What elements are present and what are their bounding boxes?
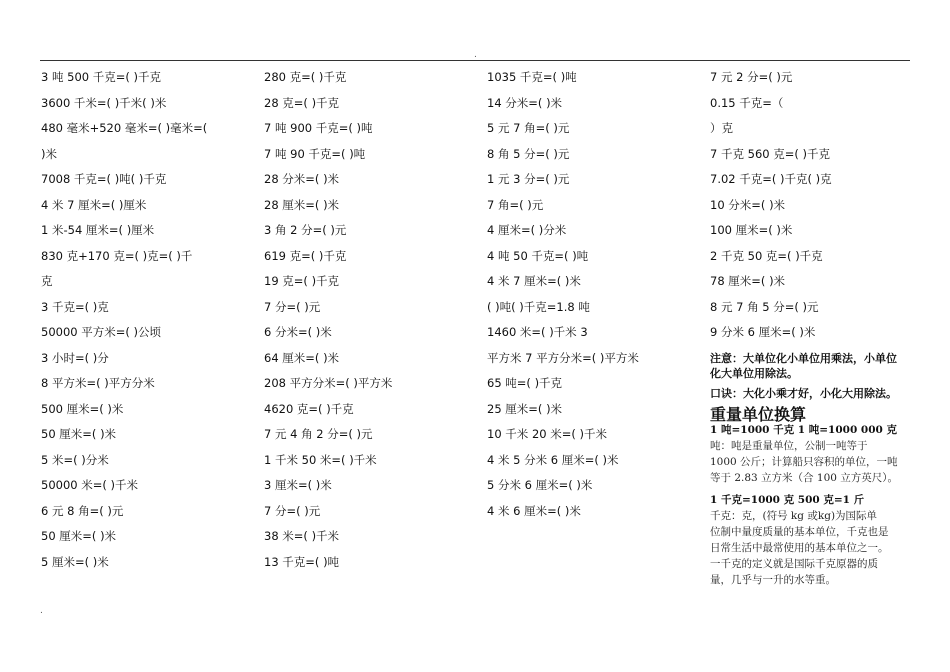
exercise-line: 8 元 7 角 5 分=( )元 — [710, 299, 819, 314]
exercise-line: 50 厘米=( )米 — [41, 427, 117, 441]
exercise-line: 7 元 4 角 2 分=( )元 — [264, 427, 373, 441]
exercise-line: 9 分米 6 厘米=( )米 — [710, 325, 816, 339]
exercise-line: 500 厘米=( )米 — [41, 401, 124, 416]
exercise-line: 8 平方米=( )平方分米 — [41, 376, 155, 390]
exercise-line: 7 分=( )元 — [264, 299, 321, 314]
column-2 — [264, 70, 479, 580]
header-dot: . — [474, 50, 477, 60]
exercise-line: 5 米=( )分米 — [41, 452, 109, 467]
exercise-line: 28 克=( )千克 — [264, 95, 340, 110]
exercise-line: 50 厘米=( )米 — [41, 529, 117, 543]
exercise-line: 1 千米 50 米=( )千米 — [264, 452, 377, 467]
exercise-line: 50000 米=( )千米 — [41, 478, 139, 492]
para-line: 日常生活中最常使用的基本单位之一。 — [710, 542, 889, 554]
exercise-line: 7 吨 900 千克=( )吨 — [264, 121, 373, 135]
exercise-line: 4 吨 50 千克=( )吨 — [487, 248, 589, 263]
exercise-line: 平方米 7 平方分米=( )平方米 — [487, 350, 639, 365]
exercise-line: 3600 千米=( )千米( )米 — [41, 95, 167, 110]
exercise-line: 38 米=( )千米 — [264, 529, 340, 543]
exercise-line: 7.02 千克=( )千克( )克 — [710, 172, 832, 186]
weight-equation-kg: 1 千克=1000 克 500 克=1 斤 — [710, 494, 865, 506]
note-rule-line-1: 注意：大单位化小单位用乘法，小单位 — [710, 352, 897, 365]
exercise-line: 19 克=( )千克 — [264, 274, 340, 288]
exercise-line: 14 分米=( )米 — [487, 95, 563, 110]
para-line: 等于 2.83 立方米（合 100 立方英尺）。 — [710, 472, 899, 484]
exercise-line: 5 厘米=( )米 — [41, 554, 109, 569]
exercise-line: 1460 米=( )千米 3 — [487, 325, 588, 339]
para-line: 一千克的定义就是国际千克原器的质 — [710, 558, 878, 570]
exercise-line: 8 角 5 分=( )元 — [487, 146, 570, 161]
top-rule — [40, 60, 910, 61]
exercise-line: 64 厘米=( )米 — [264, 350, 340, 365]
note-rule-line-2: 化大单位用除法。 — [710, 367, 798, 380]
exercise-line: 480 毫米+520 毫米=( )毫米=( — [41, 121, 208, 135]
exercise-line: ( )吨( )千克=1.8 吨 — [487, 299, 590, 314]
exercise-line: 28 厘米=( )米 — [264, 197, 340, 212]
column-1 — [41, 70, 256, 580]
exercise-line: 4 米 7 厘米=( )米 — [487, 274, 581, 288]
exercise-line: 7 吨 90 千克=( )吨 — [264, 146, 366, 161]
column-4 — [710, 70, 915, 351]
note-mnemonic: 口诀：大化小乘才好，小化大用除法。 — [710, 387, 897, 400]
exercise-line: 2 千克 50 克=( )千克 — [710, 248, 823, 263]
exercise-line: 4 米 7 厘米=( )厘米 — [41, 197, 147, 212]
weight-paragraph-kg — [710, 508, 916, 588]
para-line: 位制中量度质量的基本单位，千克也是 — [710, 526, 889, 538]
exercise-line: 10 千米 20 米=( )千米 — [487, 427, 607, 441]
exercise-line: 5 分米 6 厘米=( )米 — [487, 478, 593, 492]
exercise-line: 4 米 6 厘米=( )米 — [487, 503, 581, 518]
footer-dot: . — [40, 606, 43, 616]
exercise-line: 1035 千克=( )吨 — [487, 70, 577, 84]
exercise-line: 619 克=( )千克 — [264, 248, 347, 263]
exercise-line: 13 千克=( )吨 — [264, 554, 340, 569]
exercise-line: 3 厘米=( )米 — [264, 478, 332, 492]
exercise-line: 25 厘米=( )米 — [487, 401, 563, 416]
exercise-line: 10 分米=( )米 — [710, 197, 786, 212]
exercise-line: 7 角=( )元 — [487, 197, 544, 212]
exercise-line: )米 — [41, 146, 57, 161]
exercise-line: 5 元 7 角=( )元 — [487, 121, 570, 135]
exercise-line: 65 吨=( )千克 — [487, 376, 563, 390]
exercise-line: 280 克=( )千克 — [264, 70, 347, 84]
exercise-line: 7 元 2 分=( )元 — [710, 70, 793, 84]
exercise-line: 克 — [41, 274, 53, 288]
exercise-line: 100 厘米=( )米 — [710, 223, 793, 237]
exercise-line: 4 米 5 分米 6 厘米=( )米 — [487, 452, 619, 467]
exercise-line: 6 元 8 角=( )元 — [41, 503, 124, 518]
exercise-line: 1 元 3 分=( )元 — [487, 172, 570, 186]
para-line: 千克：克，(符号 kg 或kg)为国际单 — [710, 510, 878, 522]
exercise-line: 28 分米=( )米 — [264, 172, 340, 186]
weight-equation-ton: 1 吨=1000 千克 1 吨=1000 000 克 — [710, 424, 898, 436]
exercise-line: 3 角 2 分=( )元 — [264, 223, 347, 237]
exercise-line: 0.15 千克=（ — [710, 95, 784, 110]
exercise-line: 4620 克=( )千克 — [264, 401, 354, 416]
exercise-line: 50000 平方米=( )公顷 — [41, 325, 162, 339]
exercise-line: 830 克+170 克=( )克=( )千 — [41, 248, 193, 263]
weight-heading: 重量单位换算 — [710, 405, 807, 424]
weight-paragraph-ton — [710, 438, 916, 486]
exercise-line: 78 厘米=( )米 — [710, 274, 786, 288]
exercise-line: 4 厘米=( )分米 — [487, 223, 567, 237]
exercise-line: 3 吨 500 千克=( )千克 — [41, 70, 161, 84]
para-line: 吨：吨是重量单位，公制一吨等于 — [710, 440, 868, 452]
column-3 — [487, 70, 702, 529]
exercise-line: ）克 — [710, 121, 733, 135]
para-line: 量，几乎与一升的水等重。 — [710, 574, 836, 586]
exercise-line: 7008 千克=( )吨( )千克 — [41, 172, 167, 186]
exercise-line: 6 分米=( )米 — [264, 325, 332, 339]
exercise-line: 7 千克 560 克=( )千克 — [710, 146, 830, 161]
exercise-line: 3 小时=( )分 — [41, 350, 109, 365]
exercise-line: 7 分=( )元 — [264, 503, 321, 518]
exercise-line: 208 平方分米=( )平方米 — [264, 376, 393, 390]
para-line: 1000 公斤；计算船只容积的单位，一吨 — [710, 456, 898, 468]
exercise-line: 1 米-54 厘米=( )厘米 — [41, 223, 155, 237]
exercise-line: 3 千克=( )克 — [41, 299, 109, 314]
